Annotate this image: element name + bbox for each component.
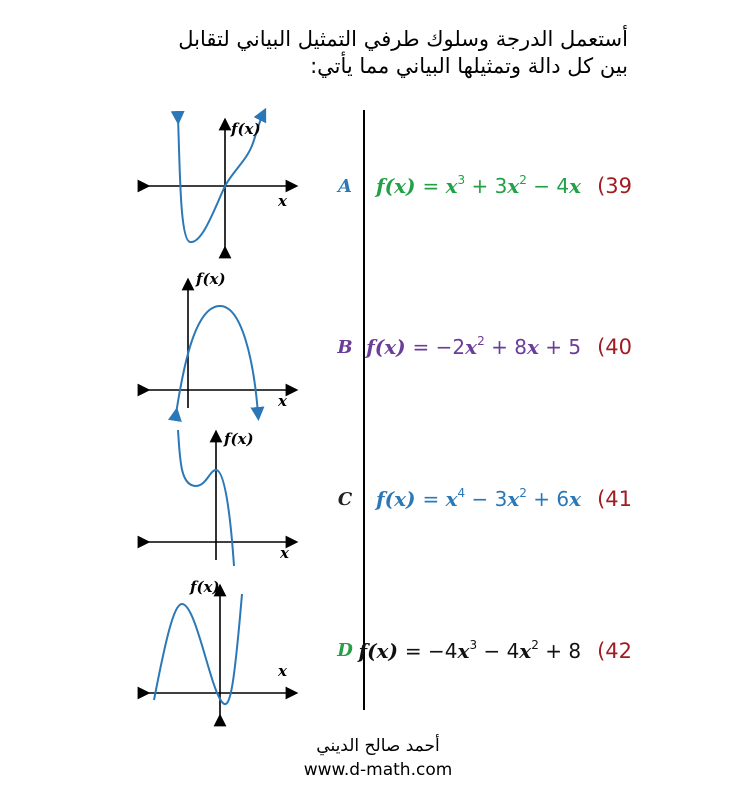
function-name: f(x) (358, 639, 405, 663)
function-name: f(x) (376, 487, 423, 511)
exponent: 3 (457, 173, 466, 187)
exponent: 2 (531, 638, 539, 652)
graph-c (130, 428, 300, 578)
instruction-text (108, 26, 628, 80)
exponent: 4 (457, 486, 466, 500)
exponent: 2 (519, 173, 527, 187)
function-curve (178, 430, 234, 566)
variable: x (465, 335, 478, 359)
column-divider (363, 110, 365, 710)
equation: $f(x) = -4x^3 - 4x^2 + 8$ (358, 638, 582, 663)
graph-letter-a: A (338, 176, 352, 197)
variable: x (457, 639, 470, 663)
y-axis-label: f(x) (196, 270, 226, 288)
author-name: أحمد صالح الديني (316, 736, 440, 756)
x-axis-label: x (280, 544, 289, 562)
variable: x (519, 639, 532, 663)
variable: x (526, 335, 539, 359)
website-url: www.d-math.com (303, 760, 453, 780)
exercise-41 (370, 479, 632, 519)
variable: x (569, 487, 582, 511)
graph-letter-c: C (337, 489, 353, 510)
y-axis-label: f(x) (190, 578, 220, 596)
equation: $f(x) = -2x^2 + 8x + 5$ (366, 334, 582, 359)
exercise-number: (42 (597, 639, 632, 663)
graph-b (130, 272, 300, 422)
variable: x (507, 174, 520, 198)
graph-letter-d: D (337, 640, 353, 661)
y-axis-label: f(x) (231, 120, 261, 138)
graph-d (130, 578, 300, 728)
function-curve (154, 594, 242, 704)
exercise-number: (41 (597, 487, 632, 511)
exercise-number: (39 (597, 174, 632, 198)
exponent: 2 (519, 486, 527, 500)
exponent: 3 (469, 638, 478, 652)
variable: x (445, 174, 458, 198)
graph-a (130, 110, 300, 260)
instruction-line-1: أستعمل الدرجة وسلوك طرفي التمثيل البياني لتقابل (178, 27, 628, 51)
variable: x (569, 174, 582, 198)
y-axis-label: f(x) (224, 430, 254, 448)
equation: $f(x) = x^3 + 3x^2 - 4x$ (376, 173, 582, 198)
equation: $f(x) = x^4 - 3x^2 + 6x$ (376, 486, 582, 511)
x-axis-label: x (278, 192, 287, 210)
x-axis-label: x (278, 392, 287, 410)
exercise-number: (40 (597, 335, 632, 359)
graph-letter-b: B (337, 337, 353, 358)
instruction-line-2: بين كل دالة وتمثيلها البياني مما يأتي: (310, 54, 628, 78)
exponent: 2 (477, 334, 485, 348)
exercise-39 (370, 166, 632, 206)
function-name: f(x) (376, 174, 423, 198)
x-axis-label: x (278, 662, 287, 680)
exercise-42 (358, 631, 632, 671)
variable: x (445, 487, 458, 511)
function-name: f(x) (366, 335, 413, 359)
variable: x (507, 487, 520, 511)
exercise-40 (366, 327, 632, 367)
